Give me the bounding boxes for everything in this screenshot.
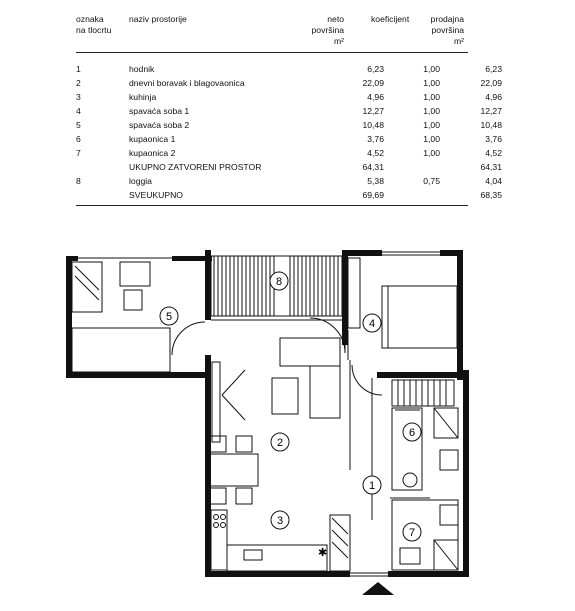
- table-top-rule: [76, 52, 468, 53]
- table-row-total: [76, 188, 502, 202]
- cell-prodajna: 3,76: [485, 134, 502, 144]
- room-label-5-text: 5: [165, 311, 173, 323]
- header-prodajna: [405, 14, 464, 47]
- room-label-6: [403, 423, 421, 441]
- rooms-table: [76, 62, 502, 202]
- header-neto-line2: površina: [311, 25, 344, 35]
- cell-koeficijent: 1,00: [423, 92, 440, 102]
- windows: [78, 252, 440, 576]
- cell-neto: 12,27: [362, 106, 384, 116]
- room-label-7-text: 7: [408, 527, 416, 539]
- cell-neto: 10,48: [362, 120, 384, 130]
- cell-koeficijent: 1,00: [423, 148, 440, 158]
- cell-naziv: spavaća soba 1: [129, 106, 190, 116]
- cell-prodajna: 10,48: [480, 120, 502, 130]
- room-label-1: [363, 476, 381, 494]
- entrance-arrow-icon: [362, 582, 394, 595]
- appliance-icon: ✱: [318, 547, 328, 559]
- header-oznaka: [76, 14, 136, 36]
- cell-oznaka: [76, 188, 129, 202]
- cell-koeficijent: [384, 188, 440, 202]
- cell-oznaka: 2: [76, 78, 81, 88]
- header-koeficijent-text: koeficijent: [371, 14, 410, 24]
- bathroom-1-fixtures: [392, 408, 458, 490]
- table-row: [76, 118, 502, 132]
- bathroom-2-fixtures: [390, 498, 458, 570]
- cell-prodajna: 12,27: [480, 106, 502, 116]
- cell-koeficijent: 1,00: [423, 64, 440, 74]
- header-oznaka-line1: oznaka: [76, 14, 104, 24]
- cell-prodajna: 64,31: [480, 162, 502, 172]
- cell-oznaka: 6: [76, 134, 81, 144]
- cell-oznaka: 8: [76, 176, 81, 186]
- header-naziv: [129, 14, 249, 25]
- cell-koeficijent: 1,00: [423, 106, 440, 116]
- table-bottom-rule: [76, 205, 468, 206]
- table-row: [76, 76, 502, 90]
- room-label-2: [271, 433, 289, 451]
- room-label-8-text: 8: [275, 276, 283, 288]
- table-row: [76, 132, 502, 146]
- header-prodajna-line2: površina: [431, 25, 464, 35]
- cell-oznaka: 7: [76, 148, 81, 158]
- table-row-subtotal: [76, 160, 502, 174]
- room-label-5: [160, 307, 178, 325]
- cell-prodajna: 4,96: [485, 92, 502, 102]
- cell-neto: 5,38: [367, 176, 384, 186]
- header-oznaka-line2: na tlocrtu: [76, 25, 112, 35]
- cell-oznaka: 3: [76, 92, 81, 102]
- hallway-details: [350, 360, 372, 520]
- cell-naziv: kupaonica 2: [129, 148, 176, 158]
- cell-prodajna: 68,35: [480, 190, 502, 200]
- room-label-8: [270, 272, 288, 290]
- cell-prodajna: 4,52: [485, 148, 502, 158]
- table-row: [76, 62, 502, 76]
- cell-neto: 64,31: [362, 162, 384, 172]
- cell-neto: 4,52: [367, 148, 384, 158]
- cell-neto: 3,76: [367, 134, 384, 144]
- cell-oznaka: 4: [76, 106, 81, 116]
- cell-prodajna: 6,23: [485, 64, 502, 74]
- cell-koeficijent: [384, 160, 440, 174]
- floor-plan: [0, 240, 575, 611]
- header-naziv-text: naziv prostorije: [129, 14, 187, 24]
- cell-koeficijent: 1,00: [423, 134, 440, 144]
- cell-neto: 69,69: [362, 190, 384, 200]
- cell-oznaka: [76, 160, 129, 174]
- room-label-4-text: 4: [368, 318, 376, 330]
- cell-naziv: kupaonica 1: [129, 134, 176, 144]
- cell-naziv: dnevni boravak i blagovaonica: [129, 78, 245, 88]
- cell-naziv: SVEUKUPNO: [129, 190, 183, 200]
- cell-neto: 22,09: [362, 78, 384, 88]
- living-dining-furniture: [210, 318, 345, 504]
- cell-oznaka: 5: [76, 120, 81, 130]
- cell-koeficijent: 1,00: [423, 78, 440, 88]
- room-label-6-text: 6: [408, 427, 416, 439]
- cell-koeficijent: 0,75: [423, 176, 440, 186]
- header-neto-line1: neto: [327, 14, 344, 24]
- cell-neto: 4,96: [367, 92, 384, 102]
- room-label-3-text: 3: [276, 515, 284, 527]
- room-label-3: [271, 511, 289, 529]
- header-neto-line3: m²: [333, 36, 344, 46]
- cell-naziv: kuhinja: [129, 92, 157, 102]
- cell-koeficijent: 1,00: [423, 120, 440, 130]
- wardrobe: [392, 380, 454, 406]
- cell-prodajna: 4,04: [485, 176, 502, 186]
- header-neto: [290, 14, 344, 47]
- table-row: [76, 146, 502, 160]
- header-prodajna-line3: m²: [453, 36, 464, 46]
- table-row: [76, 90, 502, 104]
- room-label-2-text: 2: [276, 437, 284, 449]
- cell-prodajna: 22,09: [480, 78, 502, 88]
- table-row: [76, 174, 502, 188]
- cell-neto: 6,23: [367, 64, 384, 74]
- room-label-1-text: 1: [368, 480, 376, 492]
- room-label-7: [403, 523, 421, 541]
- cell-naziv: hodnik: [129, 64, 155, 74]
- header-prodajna-line1: prodajna: [430, 14, 464, 24]
- cell-naziv: spavaća soba 2: [129, 120, 190, 130]
- cell-naziv: loggia: [129, 176, 152, 186]
- cell-oznaka: 1: [76, 64, 81, 74]
- bedroom-2-furniture: [72, 262, 205, 372]
- cell-naziv: UKUPNO ZATVORENI PROSTOR: [129, 162, 262, 172]
- table-row: [76, 104, 502, 118]
- room-label-4: [363, 314, 381, 332]
